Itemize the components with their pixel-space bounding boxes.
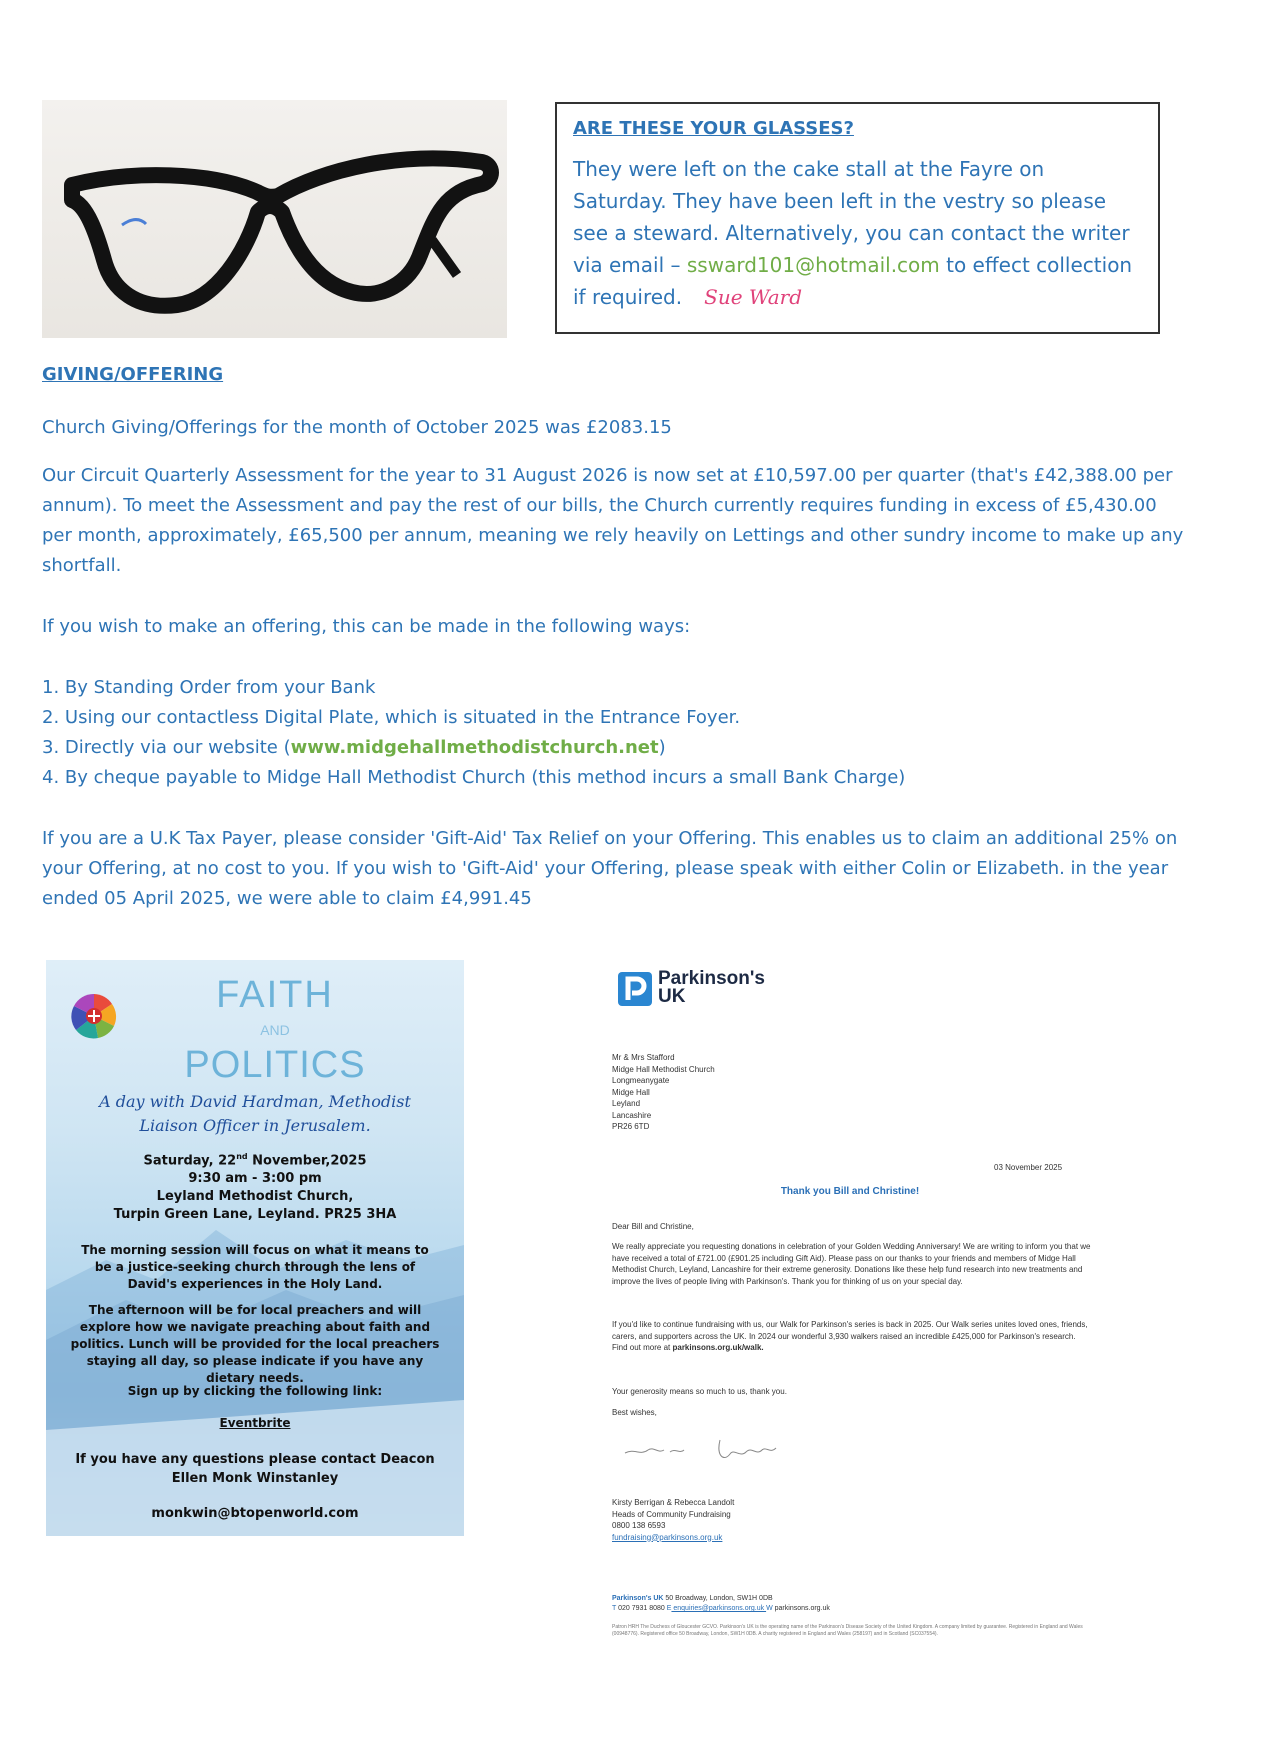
website-link[interactable]: www.midgehallmethodistchurch.net xyxy=(290,737,659,758)
poster-eventbrite-link[interactable]: Eventbrite xyxy=(219,1416,291,1430)
notice-body xyxy=(573,153,1142,313)
giving-heading: GIVING/OFFERING xyxy=(42,364,224,385)
poster-address: Turpin Green Lane, Leyland. PR25 3HA xyxy=(113,1207,397,1223)
poster-morning-session: The morning session will focus on what it means to be a justice-seeking church through the lens of David's experiences in the Holy Land. xyxy=(81,1243,429,1291)
giving-month-total: Church Giving/Offerings for the month of October 2025 was £2083.15 xyxy=(42,417,672,438)
address-line: Longmeanygate xyxy=(612,1076,670,1085)
notice-title: ARE THESE YOUR GLASSES? xyxy=(573,118,854,139)
notice-text: They were left on the cake stall at the Fayre on Saturday. They have been left in the vestry so please see a steward. Alternatively, you can contact the writer via email – xyxy=(573,157,1130,277)
poster-signup-text: Sign up by clicking the following link: xyxy=(127,1384,383,1398)
address-line: Leyland xyxy=(612,1099,641,1108)
letter-salutation: Dear Bill and Christine, xyxy=(612,1222,694,1231)
notice-signature: Sue Ward xyxy=(704,285,803,309)
poster-venue: Leyland Methodist Church, xyxy=(156,1189,354,1205)
walk-link[interactable]: parkinsons.org.uk/walk. xyxy=(672,1343,764,1352)
notice-email-link[interactable]: ssward101@hotmail.com xyxy=(686,253,940,277)
poster-date xyxy=(46,1148,464,1170)
address-line: Midge Hall xyxy=(612,1087,650,1097)
footer-address: 50 Broadway, London, SW1H 0DB xyxy=(663,1595,773,1602)
recipient-address xyxy=(612,1052,715,1133)
footer-tel: 020 7931 8080 xyxy=(616,1605,667,1612)
letter-paragraph-2-text: If you'd like to continue fundraising with us, our Walk for Parkinson's series is back in 2025. Our Walk series unites loved ones, friends, carers, and supporters across the UK. In 2024 our wonderful 3,930 walkers raised an incredible £425,000 for Parkinson's research. Find out more at xyxy=(612,1320,1088,1352)
letter-date: 03 November 2025 xyxy=(994,1163,1063,1172)
website-suffix: ) xyxy=(658,737,666,758)
signer-email-link[interactable]: fundraising@parkinsons.org.uk xyxy=(612,1532,723,1542)
glasses-photo xyxy=(42,100,507,338)
poster-subtitle: A day with David Hardman, Methodist Liaison Officer in Jerusalem. xyxy=(99,1092,411,1135)
signer-names: Kirsty Berrigan & Rebecca Landolt xyxy=(612,1498,735,1507)
poster-time: 9:30 am - 3:00 pm xyxy=(188,1171,322,1187)
gift-aid-paragraph: If you are a U.K Tax Payer, please consider 'Gift-Aid' Tax Relief on your Offering. This enables us to claim an additional 25% on your Offering, at no cost to you. If you wish to 'Gift-Aid' your Offering, please speak with either Colin or Elizabeth. in the year ended 05 April 2025, we were able to claim £4,991.45 xyxy=(42,828,1178,909)
footer-email-link[interactable]: enquiries@parkinsons.org.uk xyxy=(671,1605,767,1612)
website-prefix: 3. Directly via our website ( xyxy=(42,737,291,758)
footer-address-line xyxy=(612,1594,830,1604)
parkinsons-wordmark-line2: UK xyxy=(658,986,686,1007)
lost-glasses-notice xyxy=(555,102,1160,334)
letter-footer-contact xyxy=(612,1594,830,1614)
parkinsons-wordmark xyxy=(658,970,765,1006)
letter-footer-legal: Patron HRH The Duchess of Gloucester GCVO. Parkinson's UK is the operating name of the Parkinson's Disease Society of the United Kingdom. A company limited by guarantee. Registered in England and Wales (00948776). Registered office 50 Broadway, London, SW1H 0DB. A charity registered in England and Wales (258197) and in Scotland (SC037554). xyxy=(612,1624,1083,1637)
parkinsons-logo-icon xyxy=(618,972,652,1006)
parkinsons-wordmark-line1: Parkinson's xyxy=(658,968,765,989)
giving-way-cheque: 4. By cheque payable to Midge Hall Methodist Church (this method incurs a small Bank Charge) xyxy=(42,767,906,788)
letter-signers xyxy=(612,1497,734,1543)
parkinsons-letter xyxy=(590,960,1110,1660)
giving-ways-list xyxy=(42,673,905,793)
poster-contact-email[interactable]: monkwin@btopenworld.com xyxy=(151,1506,359,1521)
giving-way-website xyxy=(42,733,905,763)
poster-afternoon-session: The afternoon will be for local preachers and will explore how we navigate preaching about faith and politics. Lunch will be provided for the local preachers staying all day, so please indicate if you have any dietary needs. xyxy=(70,1303,440,1385)
footer-e-label: E xyxy=(666,1605,672,1612)
giving-assessment: Our Circuit Quarterly Assessment for the year to 31 August 2026 is now set at £10,597.00 per quarter (that's £42,388.00 per annum). To meet the Assessment and pay the rest of our bills, the Church currently requires funding in excess of £5,430.00 per month, approximately, £65,500 per annum, meaning we rely heavily on Lettings and other sundry income to make up any shortfall. xyxy=(42,465,1184,576)
giving-way-standing-order: 1. By Standing Order from your Bank xyxy=(42,677,376,698)
letter-heading: Thank you Bill and Christine! xyxy=(780,1186,920,1197)
signer-role: Heads of Community Fundraising xyxy=(612,1509,731,1519)
poster-title-and: AND xyxy=(260,1022,290,1038)
poster-event-details xyxy=(46,1148,464,1224)
poster-date-day: Saturday, 22 xyxy=(143,1153,237,1169)
handwritten-signatures xyxy=(620,1428,800,1468)
poster-date-suffix: nd xyxy=(236,1152,248,1161)
letter-signoff: Best wishes, xyxy=(612,1408,657,1417)
letter-paragraph-1: We really appreciate you requesting donations in celebration of your Golden Wedding Anniversary! We are writing to inform you that we have received a total of £721.00 (£901.25 including Gift Aid). Please pass on our thanks to your friends and members of Midge Hall Methodist Church, Leyland, Lancashire for their extreme generosity. Donations like these help fund research into new treatments and improve the lives of people living with Parkinson's. Thank you for thinking of us on your special day. xyxy=(612,1242,1091,1286)
giving-way-digital-plate: 2. Using our contactless Digital Plate, which is situated in the Entrance Foyer. xyxy=(42,707,741,728)
footer-org: Parkinson's UK xyxy=(612,1595,664,1602)
poster-questions-text: If you have any questions please contact Deacon Ellen Monk Winstanley xyxy=(75,1452,435,1486)
address-line: PR26 6TD xyxy=(612,1122,650,1131)
glasses-illustration xyxy=(42,100,507,338)
address-line: Midge Hall Methodist Church xyxy=(612,1064,715,1074)
footer-contact-line xyxy=(612,1604,830,1614)
footer-t-label: T xyxy=(612,1605,617,1612)
footer-web-link[interactable]: parkinsons.org.uk xyxy=(772,1605,830,1612)
poster-title-politics: POLITICS xyxy=(184,1044,366,1086)
faith-politics-poster xyxy=(46,960,464,1536)
poster-title-faith: FAITH xyxy=(216,974,334,1016)
giving-intro: If you wish to make an offering, this can be made in the following ways: xyxy=(42,616,691,637)
footer-w-label: W xyxy=(766,1605,773,1612)
notice-text-end: to effect collection if required. xyxy=(573,253,1133,309)
letter-thanks-line: Your generosity means so much to us, thank you. xyxy=(612,1387,787,1396)
address-line: Lancashire xyxy=(612,1110,652,1120)
address-line: Mr & Mrs Stafford xyxy=(612,1053,675,1062)
signer-phone: 0800 138 6593 xyxy=(612,1521,666,1530)
letter-paragraph-2 xyxy=(612,1319,1092,1354)
poster-date-month: November,2025 xyxy=(247,1153,367,1169)
